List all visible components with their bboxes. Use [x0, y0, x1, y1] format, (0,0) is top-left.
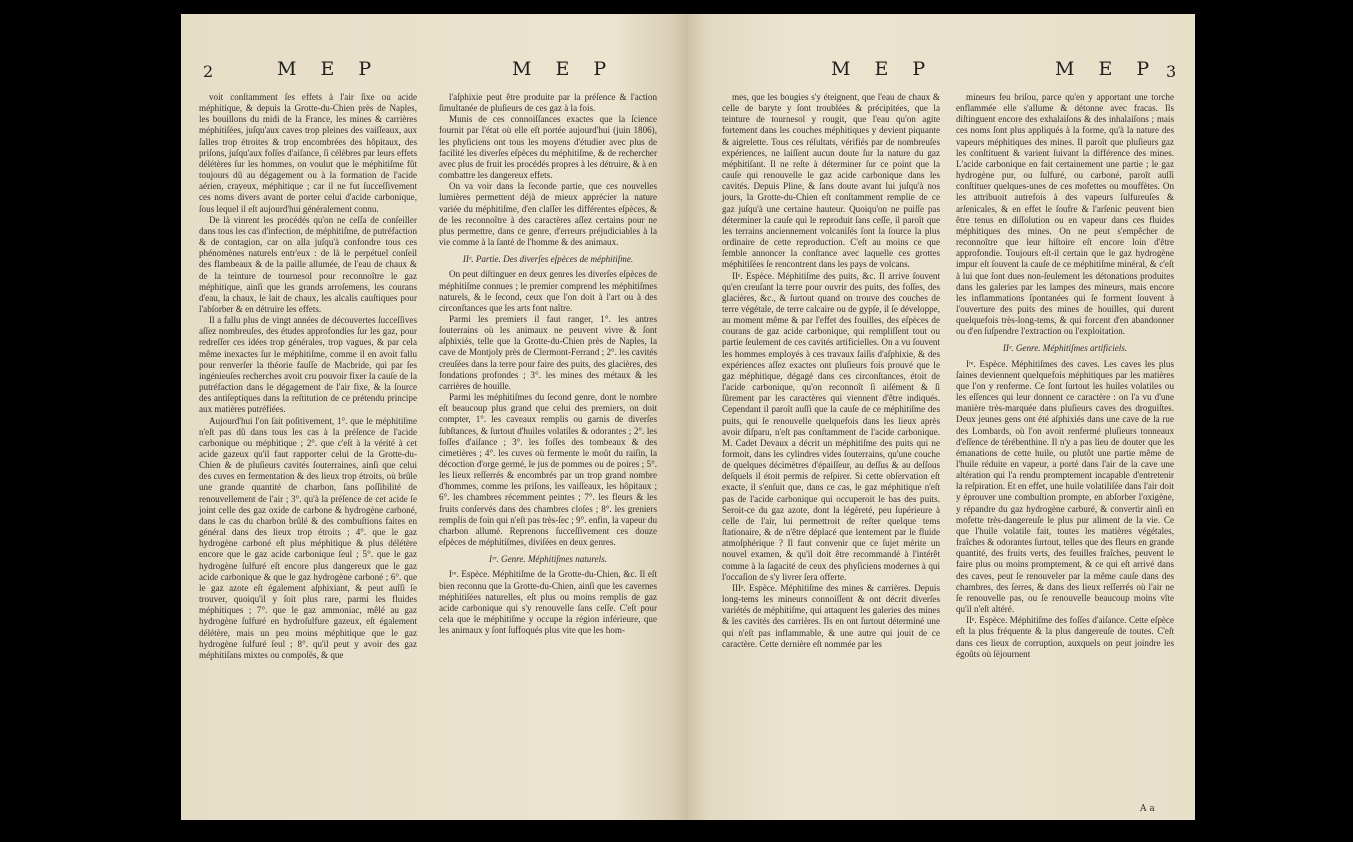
- left-page: [181, 14, 688, 820]
- paragraph: IIIᵉ. Espèce. Méphitiſme des mines & carrières. Depuis long-tems les mineurs connoiſſent & ont décrit diverſes variétés de méphitiſme, qui attaquent les galeries des mines & les cavités des carrières. Ils en ont ſurtout déterminé une qui n'eſt pas inflammable, & une autre qui jouit de ce caractère. Cette dernière eſt nommée par les: [722, 582, 940, 649]
- paragraph: Parmi les premiers il faut ranger, 1°. les antres ſouterrains où les animaux ne peuvent vivre & ſont aſphixiés, telle que la Grotte-du-Chien près de Naples, la cave de Montjoly près de Clermont-Ferrand ; 2°. les cavités creuſées dans la terre pour faire des puits, des glacières, des fondations profondes ; 3°. les mines des métaux & les carrières de houille.: [439, 313, 657, 391]
- text-column: [956, 92, 1174, 660]
- paragraph: Parmi les méphitiſmes du ſecond genre, dont le nombre eſt beaucoup plus grand que celui des premiers, on doit compter, 1°. les caveaux remplis ou garnis de diverſes ſubſtances, & ſurtout d'huiles volatiles & odorantes ; 2°. les foſſes d'aiſance ; 3°. les foſſes des tombeaux & des cimetières ; 4°. les cuves où fermente le moût du raiſin, la décoction d'orge germé, le jus de pommes ou de poires ; 5°. les lieux reſſerrés & encombrés par un trop grand nombre d'hommes, comme les priſons, les vaiſſeaux, les hôpitaux ; 6°. les chambres récemment peintes ; 7°. les fleurs & les fruits conſervés dans des chambres cloſes ; 8°. les greniers remplis de foin qui n'eſt pas très-ſec ; 9°. enfin, la vapeur du charbon allumé. Reprenons ſucceſſivement ces douze eſpèces de méphitiſmes, diviſées en deux genres.: [439, 392, 657, 548]
- paragraph: Iʳᵉ. Espèce. Méphitiſmes des caves. Les caves les plus ſaines deviennent quelquefois méphitiques par les matières que l'on y renferme. Ce ſont ſurtout les huiles volatiles ou les eſſences qui leur donnent ce caractère : on l'a vu d'une manière très-marquée dans pluſieurs caves des droguiſtes. Deux jeunes gens ont été aſphixiés dans une cave de la rue des Lombards, où l'on avoit renfermé pluſieurs tonneaux d'eſſence de térébenthine. Il n'y a pas lieu de douter que les émanations de cette huile, ou plutôt une partie même de l'huile réduite en vapeur, a porté dans l'air de la cave une altération qui l'a rendu promptement incapable d'entretenir la reſpiration. Et en effet, une huile volatiliſée dans l'air doit y éprouver une combuſtion prompte, en abſorber l'oxigène, y répandre du gaz hydrogène carburé, & convertir ainſi en mofette très-dangereuſe le plus pur aliment de la vie. Ce que l'huile volatile fait, toutes les matières végétales, fraîches & odorantes ſurtout, telles que des fleurs en grande quantité, des fruits verts, des feuilles fraîches, peuvent le faire plus ou moins promptement, & ce qui eſt arrivé dans des caves, peut ſe renouveler par la même cauſe dans des chambres, des ſerres, & dans des lieux reſſerrés où l'air ne ſe renouvelle pas, ou ſe renouvelle beaucoup moins vîte qu'il n'eſt altéré.: [956, 358, 1174, 615]
- paragraph: IIᵉ. Espèce. Méphitiſme des puits, &c. Il arrive ſouvent qu'en creuſant la terre pour ouvrir des puits, des foſſes, des glacières, &c., & ſurtout quand on trouve des couches de terre végétale, de terre calcaire ou de gypſe, il ſe développe, au moment même & par l'effet des fouilles, des eſpèces de courans de gaz acide carbonique, qui rempliſſent tout ou partie ſeulement de ces cavités artificielles. On a vu ſouvent les hommes employés à ces travaux ſaiſis d'aſphixie, & des expériences aſſez exactes ont pluſieurs fois prouvé que le gaz méphitique, dégagé dans ces circonſtances, étoit de l'acide carbonique, qu'on reconnoît ſi aiſément & ſi ſûrement par les caractères qui viennent d'être indiqués. Cependant il paroît auſſi que la cauſe de ce méphitiſme des puits, qui ſe renouvelle quelquefois dans les lieux après avoir diſparu, n'eſt pas conſtamment de l'acide carbonique. M. Cadet Devaux a décrit un méphitiſme des puits qui ne formoit, dans les cylindres vides ſouterrains, qu'une couche de quelques décimètres d'épaiſſeur, au deſſus & au deſſous deſquels il étoit permis de reſpirer. Si cette obſervation eſt exacte, il s'enſuit que, dans ce cas, le gaz méphitique n'eſt pas de l'acide carbonique qui occuperoit le bas des puits. Seroit-ce du gaz azote, dont la légèreté, peu ſupérieure à celle de l'air, lui permettroit de reſter quelque tems ſtationaire, & de n'être déplacé que lentement par le fluide atmoſphérique ? Il faut convenir que ce ſujet mérite un nouvel examen, & qu'il doit être recommandé à l'intérêt comme à la ſagacité de ceux des phyſiciens modernes à qui l'occaſion de s'y livrer ſera offerte.: [722, 270, 940, 582]
- text-column: [439, 92, 657, 636]
- book-spread: [181, 14, 1195, 820]
- page-number: 3: [1166, 62, 1177, 81]
- text-column: [722, 92, 940, 650]
- paragraph: Aujourd'hui l'on ſait poſitivement, 1°. que le méphitiſme n'eſt pas dû dans tous les cas à la préſence de l'acide carbonique ou méphitique ; 2°. que c'eſt à la vérité à cet acide gazeux qu'il faut rapporter celui de la Grotte-du-Chien & de pluſieurs cavités ſouterraines, ainſi que celui des cuves en fermentation & des lieux trop étroits, où brûle une grande quantité de charbon, ſans poſſibilité de renouvellement de l'air ; 3°. qu'à la préſence de cet acide ſe joint celle des gaz oxide de carbone & hydrogène carboné, dans le cas du charbon brûlé & des combuſtions faites en général dans des lieux trop étroits ; 4°. que le gaz hydrogène carboné eſt plus méphitique & plus délétère encore que le gaz acide carbonique ſeul ; 5°. que le gaz hydrogène ſulfuré eſt encore plus dangereux que le gaz acide carbonique & que le gaz hydrogène carboné ; 6°. que le gaz azote eſt également aſphixiant, & peut auſſi ſe trouver, quoiqu'il y ſoit plus rare, parmi les fluides méphitiques ; 7°. que le gaz ammoniac, mêlé au gaz hydrogène ſulfuré en hydroſulfure gazeux, eſt également délétère, mais un peu moins méphitique que le gaz hydrogène ſulfuré ſeul ; 8°. qu'il peut y avoir des gaz méphitiſans mixtes ou compoſés, & que: [199, 415, 417, 660]
- section-heading: IIᵉ. Genre. Méphitiſmes artificiels.: [1002, 343, 1128, 354]
- paragraph: On peut diſtinguer en deux genres les diverſes eſpèces de méphitiſme connues ; le premier comprend les méphitiſmes naturels, & le ſecond, ceux que l'on doit à l'art ou à des circonſtances que les arts font naître.: [439, 269, 657, 313]
- paragraph: IIᵉ. Espèce. Méphitiſme des foſſes d'aiſance. Cette eſpèce eſt la plus fréquente & la plus dangereuſe de toutes. C'eſt dans ces lieux de corruption, auxquels on peut joindre les égoûts où ſéjournent: [956, 615, 1174, 659]
- section-heading: IIᵉ. Partie. Des diverſes eſpèces de méphitiſme.: [462, 254, 634, 265]
- paragraph: Il a fallu plus de vingt années de découvertes ſucceſſives aſſez nombreuſes, des études approfondies ſur les gaz, pour redreſſer ces idées trop générales, trop vagues, & par cela même inexactes ſur le méphitiſme, comme il en avoit fallu pour renverſer la théorie fauſſe de Macbride, qui par ſes ingénieuſes recherches avoit cru pouvoir fixer la cauſe de la putréfaction dans le dégagement de l'air fixe, & la ſource des antiſeptiques dans la reſtitution de ce prétendu principe aux matières putréfiées.: [199, 315, 417, 415]
- paragraph: Munis de ces connoiſſances exactes que la ſcience fournit par l'état où elle eſt portée aujourd'hui (juin 1806), les phyſiciens ont tous les moyens d'étudier avec plus de facilité les diverſes eſpèces du méphitiſme, & de rechercher avec plus de fruit les procédés propres à les détruire, & à en combattre les dangereux effets.: [439, 114, 657, 181]
- paragraph: On va voir dans la ſeconde partie, que ces nouvelles lumières permettent déjà de mieux apprécier la nature variée du méphitiſme, d'en claſſer les différentes eſpèces, & de les reconnoître à des caractères aſſez certains pour ne plus permettre, dans ce genre, d'erreurs préjudiciables à la vie comme à la ſanté de l'homme & des animaux.: [439, 181, 657, 248]
- right-page: [688, 14, 1195, 820]
- page-number: 2: [203, 62, 214, 81]
- running-header: M E P: [277, 58, 381, 80]
- paragraph: voit conſtamment ſes effets à l'air ſixe ou acide méphitique, & depuis la Grotte-du-Chien près de Naples, les bouillons du midi de la France, les mines & carrières méphitiſées, juſqu'aux caves trop pleines des vaiſſeaux, aux ſalles trop étroites & trop encombrées des hôpitaux, des priſons, juſqu'aux foſſes d'aiſance, ſi célèbres par leurs effets délétères ſur les hommes, on voulut que le méphitiſme fût toujours dû au dégagement ou à la formation de l'acide aérien, crayeux, méphitique ; car il ne fut ſucceſſivement ces noms divers avant de porter celui d'acide carbonique, ſous lequel il eſt aujourd'hui généralement connu.: [199, 92, 417, 214]
- paragraph: Iʳᵉ. Espèce. Méphitiſme de la Grotte-du-Chien, &c. Il eſt bien reconnu que la Grotte-du-Chien, ainſi que les cavernes méphitiſées naturelles, eſt plus ou moins remplis de gaz acide carbonique qui s'y renouvelle ſans ceſſe. C'eſt pour cela que le méphitiſme y occupe la région inférieure, que les animaux y ſont ſuffoqués plus vite que les hom-: [439, 569, 657, 636]
- paragraph: l'aſphixie peut être produite par la préſence & l'action ſimultanée de pluſieurs de ces gaz à la fois.: [439, 92, 657, 114]
- running-header: M E P: [831, 58, 935, 80]
- running-header: M E P: [1055, 58, 1159, 80]
- running-header: M E P: [512, 58, 616, 80]
- paragraph: mineurs feu briſou, parce qu'en y apportant une torche enflammée elle s'allume & détonne avec fracas. Ils diſtinguent encore des exhalaiſons & des inhalaiſons ; mais ces noms ſont plus appliqués à la forme, qu'à la nature des vapeurs méphitiques des mines. Il paroît que pluſieurs gaz les conſtituent & varient ſuivant la différence des mines. L'acide carbonique en fait certainement une partie ; le gaz hydrogène pur, ou ſulfuré, ou carboné, paroît auſſi conſtituer quelques-unes de ces mofettes ou mouffètes. On les attribuoit autrefois à des vapeurs ſulfureuſes & arſenicales, & en effet le ſoufre & l'arſenic peuvent bien être tenus en diſſolution ou en vapeur dans ces fluides méphitiques des mines. On ne peut s'empêcher de reconnoître que leur hiſtoire eſt encore loin d'être approfondie. Toujours eſt-il certain que le gaz hydrogène impur eſt ſouvent la cauſe de ce méphitiſme minéral, & c'eſt à lui que ſont dues non-ſeulement les détonations produites dans les galeries par les lampes des mineurs, mais encore les inflammations ſpontanées qui ſe forment ſouvent à l'ouverture des puits des mines de houilles, qui durent quelquefois très-long-tems, & qui forcent d'en abandonner ou d'en ſuſpendre l'extraction ou l'exploitation.: [956, 92, 1174, 337]
- text-column: [199, 92, 417, 661]
- paragraph: mes, que les bougies s'y éteignent, que l'eau de chaux & celle de baryte y ſont troublées & précipitées, que la teinture de tournesol y rougit, que l'eau qu'on agite fortement dans les couches méphitiques y devient piquante & aigrelette. Tous ces réſultats, vérifiés par de nombreuſes expériences, ne laiſſent aucun doute ſur la nature du gaz méphitiſant. Il ne reſte à déterminer ſur ce point que la cauſe qui renouvelle le gaz acide carbonique dans les cavités. Depuis Pline, & ſans doute avant lui juſqu'à nos jours, la Grotte-du-Chien eſt conſtamment remplie de ce gaz juſqu'à une certaine hauteur. Quoiqu'on ne puiſſe pas déterminer la cauſe qui le reproduit ſans ceſſe, il paroît que les terrains anciennement volcaniſés ſont la ſource la plus ordinaire de cette reproduction. C'eſt au moins ce que ſemble annoncer la conſtance avec laquelle ces grottes méphitiſées ſe rencontrent dans les pays de volcans.: [722, 92, 940, 270]
- paragraph: De là vinrent les procédés qu'on ne ceſſa de conſeiller dans tous les cas d'infection, de méphitiſme, de putréfaction & de contagion, car on alla juſqu'à confondre tous ces phénomènes naturels entr'eux : de là le perpétuel conſeil des flambeaux & de la paille allumée, de l'eau de chaux & de la teinture de tournesol pour reconnoître le gaz méphitique, ainſi que les grands arroſemens, les courans d'eau, la chaux, le lait de chaux, les alcalis cauſtiques pour l'abſorber & en détruire les effets.: [199, 214, 417, 314]
- section-heading: Iᵉʳ. Genre. Méphitiſmes naturels.: [489, 554, 607, 565]
- signature-mark: A a: [1140, 804, 1155, 814]
